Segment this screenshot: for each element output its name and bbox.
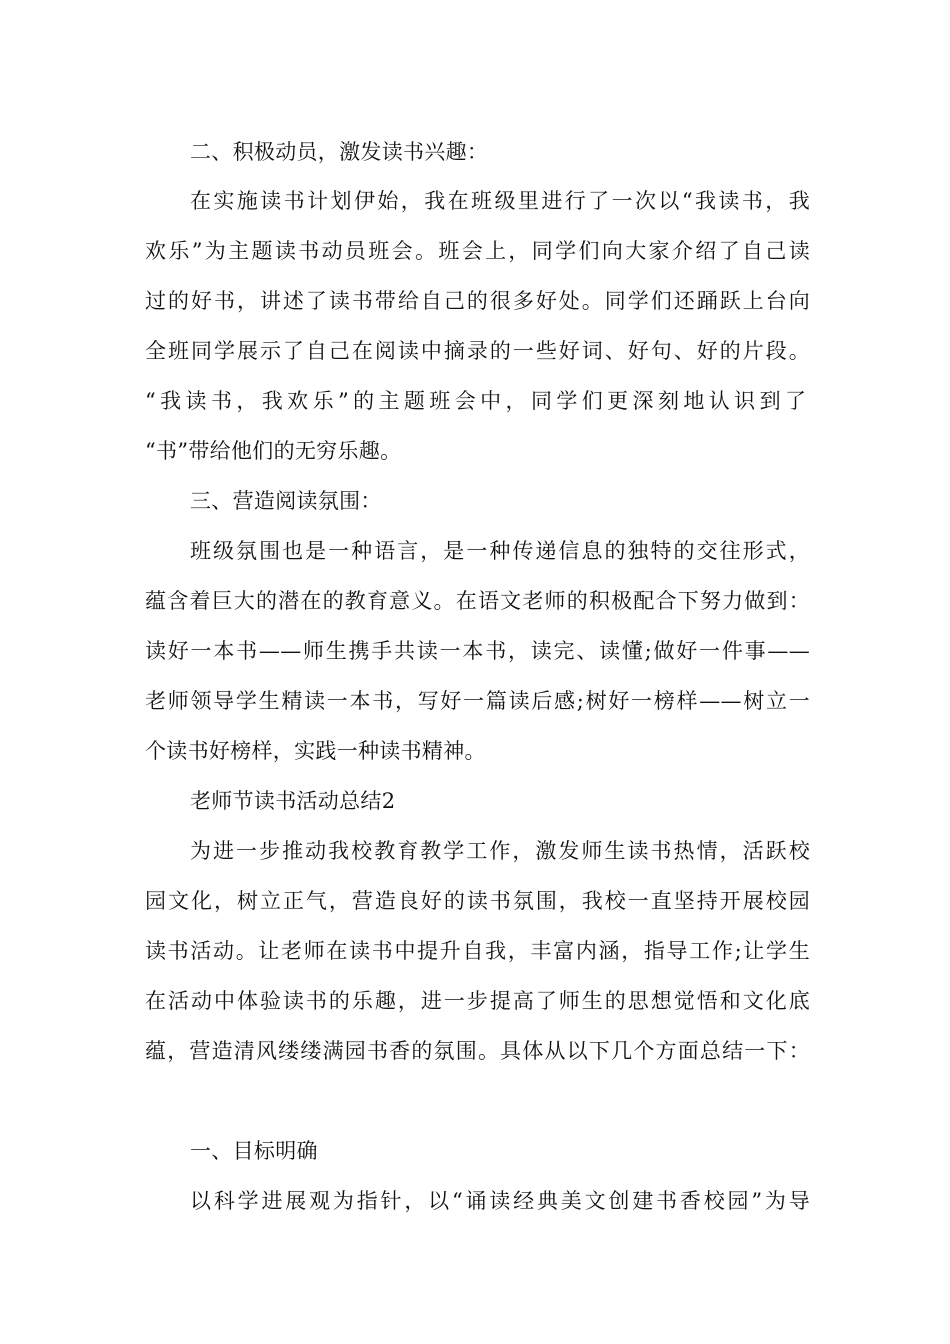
paragraph-line: 园文化，树立正气，营造良好的读书氛围，我校一直坚持开展校园	[145, 889, 810, 913]
paragraph-line: 全班同学展示了自己在阅读中摘录的一些好词、好句、好的片段。	[145, 339, 810, 363]
paragraph-line: 在实施读书计划伊始，我在班级里进行了一次以“我读书，我	[190, 189, 810, 213]
section-heading-goals: 一、目标明确	[190, 1139, 318, 1163]
paragraph-line: “书”带给他们的无穷乐趣。	[145, 439, 402, 463]
paragraph-line: “我读书，我欢乐”的主题班会中，同学们更深刻地认识到了	[145, 389, 810, 413]
paragraph-line: 读好一本书——师生携手共读一本书，读完、读懂;做好一件事——	[145, 639, 810, 663]
paragraph-line: 以科学进展观为指针，以“诵读经典美文创建书香校园”为导	[190, 1189, 810, 1213]
section-title-summary-2: 老师节读书活动总结2	[190, 789, 396, 813]
paragraph-line: 班级氛围也是一种语言，是一种传递信息的独特的交往形式，	[190, 539, 810, 563]
section-heading-mobilize: 二、积极动员，激发读书兴趣：	[190, 140, 489, 164]
paragraph-line: 读书活动。让老师在读书中提升自我，丰富内涵，指导工作;让学生	[145, 939, 810, 963]
paragraph-line: 老师领导学生精读一本书，写好一篇读后感;树好一榜样——树立一	[145, 689, 810, 713]
paragraph-line: 过的好书，讲述了读书带给自己的很多好处。同学们还踊跃上台向	[145, 289, 810, 313]
paragraph-line: 个读书好榜样，实践一种读书精神。	[145, 739, 486, 763]
paragraph-line: 蕴，营造清风缕缕满园书香的氛围。具体从以下几个方面总结一下：	[145, 1039, 810, 1063]
section-heading-atmosphere: 三、营造阅读氛围：	[190, 489, 382, 513]
paragraph-line: 为进一步推动我校教育教学工作，激发师生读书热情，活跃校	[190, 839, 810, 863]
paragraph-line: 欢乐”为主题读书动员班会。班会上，同学们向大家介绍了自己读	[145, 239, 810, 263]
paragraph-line: 蕴含着巨大的潜在的教育意义。在语文老师的积极配合下努力做到：	[145, 589, 810, 613]
paragraph-line: 在活动中体验读书的乐趣，进一步提高了师生的思想觉悟和文化底	[145, 989, 810, 1013]
